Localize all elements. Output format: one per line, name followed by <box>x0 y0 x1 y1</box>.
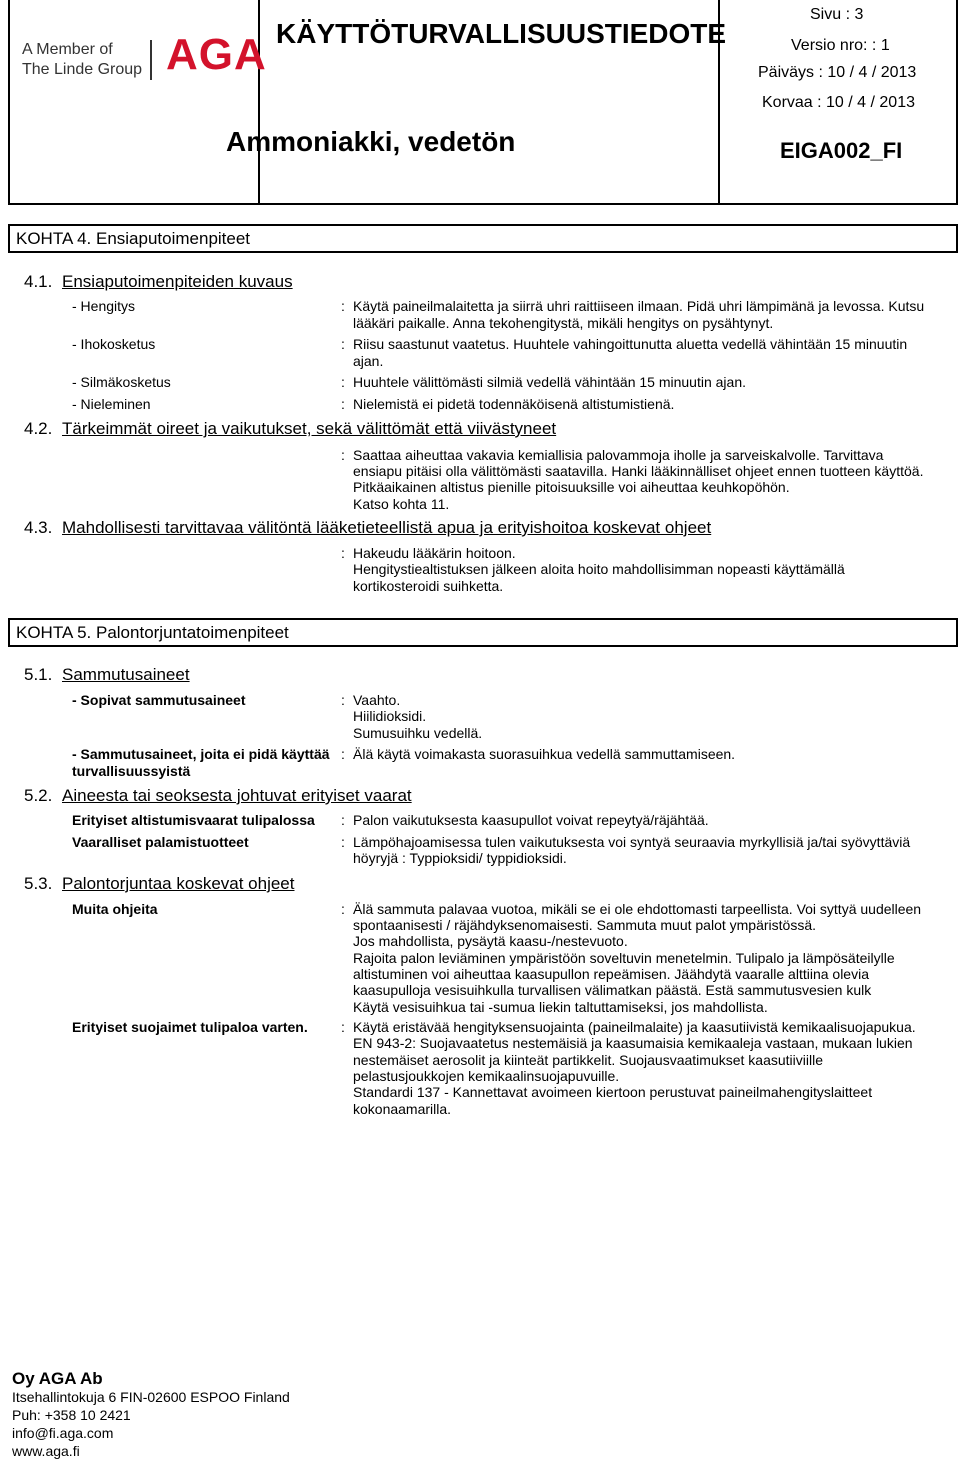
page-number: Sivu : 3 <box>810 6 864 23</box>
protective-equipment-line: pelastusjoukkojen kemikaalinsuojapuvuille. <box>353 1068 620 1084</box>
unsuitable-media-label: turvallisuussyistä <box>72 763 191 779</box>
member-line2: The Linde Group <box>22 61 143 78</box>
document-title: KÄYTTÖTURVALLISUUSTIEDOTE <box>276 18 727 49</box>
other-instructions-line: Jos mahdollista, pysäytä kaasu-/nestevuoto. <box>353 933 628 949</box>
other-instructions-line: kaasupulloja vesisuihkulla turvallisen välimatkan päästä. Estä sammutusvesien kulk <box>353 982 872 998</box>
suitable-media-line: Hiilidioksidi. <box>353 708 427 724</box>
colon: : <box>341 692 345 708</box>
item-label-ingestion: - Nieleminen <box>72 396 151 412</box>
s52-title: Aineesta tai seoksesta johtuvat erityiset vaarat <box>62 786 412 805</box>
s43-line: Hengitystiealtistuksen jälkeen aloita hoito mahdollisimman nopeasti käyttämällä <box>353 561 845 577</box>
other-instructions-line: Rajoita palon leviäminen ympäristöön soveltuvin menetelmin. Tulipalo ja lämpösäteilylle <box>353 950 895 966</box>
protective-equipment-line: kokonaamarilla. <box>353 1101 452 1117</box>
colon: : <box>341 447 345 463</box>
hazardous-products-label: Vaaralliset palamistuotteet <box>72 834 249 850</box>
hazardous-products-line: Lämpöhajoamisessa tulen vaikutuksesta voi syntyä seuraavia myrkyllisiä ja/tai syövyttäviä <box>353 834 911 850</box>
item-label-eyes: - Silmäkosketus <box>72 374 171 390</box>
item-text-eyes: Huuhtele välittömästi silmiä vedellä vähintään 15 minuutin ajan. <box>353 374 746 390</box>
aga-logo: AGA <box>166 30 267 79</box>
document-code: EIGA002_FI <box>780 138 903 163</box>
protective-equipment-line: Standardi 137 - Kannettavat avoimeen kiertoon perustuvat paineilmahengityslaitteet <box>353 1084 873 1100</box>
s42-number: 4.2. <box>24 419 53 438</box>
other-instructions-label: Muita ohjeita <box>72 901 158 917</box>
s53-title: Palontorjuntaa koskevat ohjeet <box>62 874 295 893</box>
colon: : <box>341 901 345 917</box>
footer-email[interactable]: info@fi.aga.com <box>12 1425 114 1441</box>
other-instructions-line: Käytä vesisuihkua tai -sumua liekin taltuttamiseksi, jos mahdollista. <box>353 999 768 1015</box>
protective-equipment-line: nestemäiset aerosolit ja kiinteät partikkelit. Suojausvaatimukset kaasutiiviille <box>353 1052 823 1068</box>
replaces-date: Korvaa : 10 / 4 / 2013 <box>762 94 915 111</box>
special-hazards-label: Erityiset altistumisvaarat tulipalossa <box>72 812 315 828</box>
protective-equipment-line: Käytä eristävää hengityksensuojainta (paineilmalaite) ja kaasutiivistä kemikaalisuojapukua. <box>353 1019 916 1035</box>
issue-date: Päiväys : 10 / 4 / 2013 <box>758 64 917 81</box>
colon: : <box>341 545 345 561</box>
protective-equipment-label: Erityiset suojaimet tulipaloa varten. <box>72 1019 308 1035</box>
suitable-media-line: Sumusuihku vedellä. <box>353 725 483 741</box>
footer-phone: Puh: +358 10 2421 <box>12 1407 131 1423</box>
item-label-skin: - Ihokosketus <box>72 336 156 352</box>
colon: : <box>341 834 345 850</box>
other-instructions-line: spontaanisesti / räjähdyksenomaisesti. Sammuta muut palot ympäristössä. <box>353 917 816 933</box>
item-text-ingestion: Nielemistä ei pidetä todennäköisenä altistumistienä. <box>353 396 675 412</box>
other-instructions-line: Älä sammuta palavaa vuotoa, mikäli se ei ole ehdottomasti tarpeellista. Voi syttyä uudelleen <box>353 901 922 917</box>
footer-company: Oy AGA Ab <box>12 1369 103 1388</box>
hazardous-products-line: höyryjä : Typpioksidi/ typpidioksidi. <box>353 850 567 866</box>
s43-title: Mahdollisesti tarvittavaa välitöntä lääketieteellistä apua ja erityishoitoa koskevat ohjeet <box>62 518 712 537</box>
colon: : <box>341 1019 345 1035</box>
unsuitable-media-text: Älä käytä voimakasta suorasuihkua vedellä sammuttamiseen. <box>353 746 736 762</box>
colon: : <box>341 374 345 390</box>
version-number: Versio nro: : 1 <box>791 37 890 54</box>
s42-line: Pitkäaikainen altistus pienille pitoisuuksille voi aiheuttaa keuhkopöhön. <box>353 479 790 495</box>
product-name: Ammoniakki, vedetön <box>226 126 516 157</box>
colon: : <box>341 298 345 314</box>
member-line1: A Member of <box>22 41 113 58</box>
footer-website[interactable]: www.aga.fi <box>12 1443 80 1459</box>
section-5-title: KOHTA 5. Palontorjuntatoimenpiteet <box>16 622 289 642</box>
item-label-breathing: - Hengitys <box>72 298 136 314</box>
s53-number: 5.3. <box>24 874 53 893</box>
s42-line: Katso kohta 11. <box>353 496 450 512</box>
section-4-heading <box>8 224 958 253</box>
item-text-skin: Riisu saastunut vaatetus. Huuhtele vahingoittunutta aluetta vedellä vähintään 15 minuutin ajan. <box>353 336 908 369</box>
s41-number: 4.1. <box>24 272 53 291</box>
s43-number: 4.3. <box>24 518 53 537</box>
s42-line: Saattaa aiheuttaa vakavia kemiallisia palovammoja iholle ja sarveiskalvolle. Tarvittava <box>353 447 884 463</box>
special-hazards-text: Palon vaikutuksesta kaasupullot voivat repeytyä/räjähtää. <box>353 812 709 828</box>
s41-title: Ensiaputoimenpiteiden kuvaus <box>62 272 293 291</box>
s52-number: 5.2. <box>24 786 53 805</box>
logo-separator <box>150 40 152 80</box>
suitable-media-line: Vaahto. <box>353 692 401 708</box>
colon: : <box>341 812 345 828</box>
colon: : <box>341 336 345 352</box>
protective-equipment-line: EN 943-2: Suojavaatetus nestemäisiä ja kaasumaisia kemikaaleja vastaan, mukaan lukien <box>353 1035 913 1051</box>
unsuitable-media-label: - Sammutusaineet, joita ei pidä käyttää <box>72 746 330 762</box>
other-instructions-line: altistuminen voi aiheuttaa kaasupullon repeämisen. Jäähdytä vaaralle alttiina olevia <box>353 966 869 982</box>
s43-line: kortikosteroidi suihketta. <box>353 578 504 594</box>
s42-line: ensiapu pitäisi olla välittömästi saatavilla. Hanki lääkinnälliset ohjeet ennen tuotteen käyttöä. <box>353 463 924 479</box>
s43-line: Hakeudu lääkärin hoitoon. <box>353 545 516 561</box>
footer-address: Itsehallintokuja 6 FIN-02600 ESPOO Finland <box>12 1389 290 1405</box>
section-5-heading <box>8 618 958 647</box>
item-text-breathing: Käytä paineilmalaitetta ja siirrä uhri raittiiseen ilmaan. Pidä uhri lämpimänä ja levossa. Kutsu lääkäri paikalle. Anna tekohengitystä, mikäli hengitys on pysähtynyt. <box>353 298 925 331</box>
s51-number: 5.1. <box>24 665 53 684</box>
s51-title: Sammutusaineet <box>62 665 190 684</box>
section-4-title: KOHTA 4. Ensiaputoimenpiteet <box>16 228 251 248</box>
s42-title: Tärkeimmät oireet ja vaikutukset, sekä välittömät että viivästyneet <box>62 419 557 438</box>
colon: : <box>341 746 345 762</box>
suitable-media-label: - Sopivat sammutusaineet <box>72 692 246 708</box>
colon: : <box>341 396 345 412</box>
